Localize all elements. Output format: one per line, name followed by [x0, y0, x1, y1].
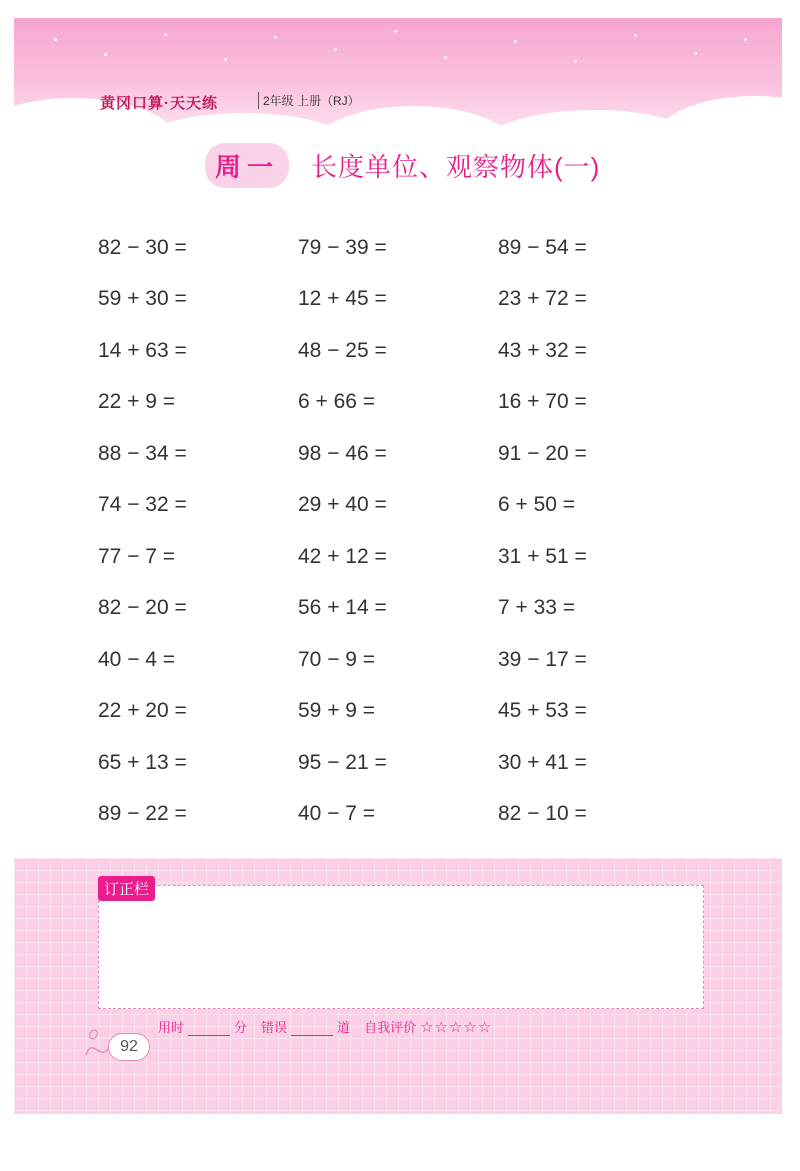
- problem-item: 6 + 50 =: [498, 493, 576, 517]
- rating-stars-icon[interactable]: ☆☆☆☆☆: [420, 1019, 493, 1036]
- problem-item: 43 + 32 =: [498, 338, 587, 362]
- problem-item: 22 + 9 =: [98, 390, 176, 414]
- problem-row: [98, 377, 698, 429]
- problem-item: 30 + 41 =: [498, 750, 587, 774]
- page-number: 92: [108, 1033, 150, 1061]
- errors-label: 错误: [261, 1020, 288, 1035]
- problem-item: 82 − 20 =: [98, 596, 187, 620]
- problem-row: [98, 686, 698, 738]
- problem-item: 22 + 20 =: [98, 699, 187, 723]
- problem-item: 77 − 7 =: [98, 544, 176, 568]
- problem-item: 40 − 4 =: [98, 647, 176, 671]
- problem-item: 23 + 72 =: [498, 287, 587, 311]
- problem-item: 89 − 22 =: [98, 802, 187, 826]
- problem-item: 7 + 33 =: [498, 596, 576, 620]
- problem-item: 82 − 10 =: [498, 802, 587, 826]
- problem-item: 29 + 40 =: [298, 493, 387, 517]
- correction-label: 订正栏: [98, 876, 155, 901]
- errors-blank[interactable]: [291, 1021, 333, 1036]
- problem-item: 40 − 7 =: [298, 802, 376, 826]
- errors-unit: 道: [337, 1020, 351, 1035]
- footer-stats: [158, 1017, 492, 1036]
- self-eval-label: 自我评价: [364, 1020, 417, 1035]
- problem-grid: [98, 222, 698, 840]
- brand-logo-text: 黄冈口算·天天练: [100, 95, 218, 112]
- grade-label: 2年级 上册（RJ）: [258, 92, 360, 109]
- problem-row: [98, 480, 698, 532]
- problem-item: 31 + 51 =: [498, 544, 587, 568]
- topic-title: 长度单位、观察物体(一): [311, 151, 601, 182]
- problem-item: 42 + 12 =: [298, 544, 387, 568]
- problem-item: 39 − 17 =: [498, 647, 587, 671]
- time-label: 用时: [158, 1020, 185, 1035]
- problem-item: 89 − 54 =: [498, 235, 587, 259]
- problem-item: 95 − 21 =: [298, 750, 387, 774]
- problem-item: 59 + 30 =: [98, 287, 187, 311]
- problem-row: [98, 634, 698, 686]
- problem-item: 48 − 25 =: [298, 338, 387, 362]
- problem-item: 82 − 30 =: [98, 235, 187, 259]
- problem-row: [98, 274, 698, 326]
- time-unit: 分: [234, 1020, 248, 1035]
- problem-item: 74 − 32 =: [98, 493, 187, 517]
- problem-item: 91 − 20 =: [498, 441, 587, 465]
- problem-row: [98, 583, 698, 635]
- problem-item: 16 + 70 =: [498, 390, 587, 414]
- problem-item: 6 + 66 =: [298, 390, 376, 414]
- problem-row: [98, 428, 698, 480]
- problem-item: 59 + 9 =: [298, 699, 376, 723]
- problem-row: [98, 222, 698, 274]
- problem-item: 79 − 39 =: [298, 235, 387, 259]
- problem-row: [98, 737, 698, 789]
- problem-item: 12 + 45 =: [298, 287, 387, 311]
- problem-item: 56 + 14 =: [298, 596, 387, 620]
- problem-item: 65 + 13 =: [98, 750, 187, 774]
- problem-item: 88 − 34 =: [98, 441, 187, 465]
- correction-box[interactable]: [98, 885, 704, 1009]
- page-title: [205, 143, 600, 187]
- week-badge: 周一: [205, 143, 289, 188]
- header-banner: [14, 18, 782, 138]
- problem-item: 70 − 9 =: [298, 647, 376, 671]
- problem-item: 98 − 46 =: [298, 441, 387, 465]
- problem-row: [98, 325, 698, 377]
- problem-item: 14 + 63 =: [98, 338, 187, 362]
- problem-row: [98, 789, 698, 841]
- problem-row: [98, 531, 698, 583]
- time-blank[interactable]: [188, 1021, 230, 1036]
- problem-item: 45 + 53 =: [498, 699, 587, 723]
